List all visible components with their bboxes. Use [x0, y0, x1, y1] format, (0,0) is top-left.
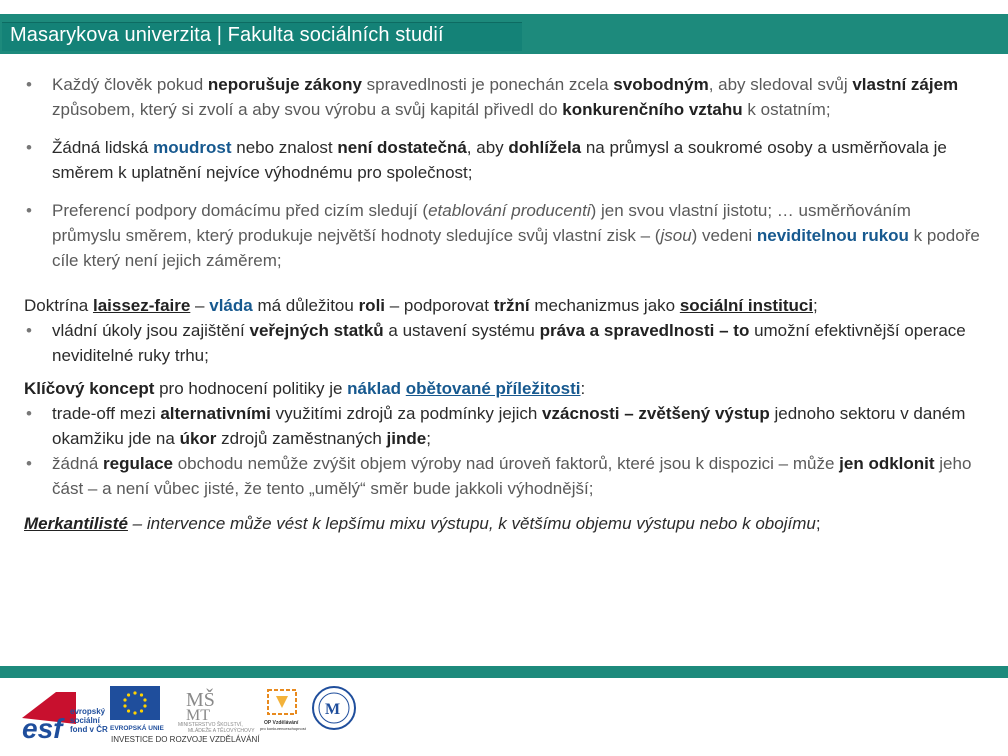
emphasis: Merkantilisté: [24, 514, 128, 533]
emphasis: veřejných statků: [249, 321, 384, 340]
emphasis-blue: neviditelnou rukou: [756, 226, 909, 245]
msmt-label: MLÁDEŽE A TĚLOVÝCHOVY: [188, 728, 255, 732]
emphasis: úkor: [179, 429, 217, 448]
esf-mark: esf: [22, 713, 63, 744]
text: Žádná lidská: [52, 138, 154, 157]
emphasis: svobodným: [613, 75, 709, 94]
bullet-item: [24, 198, 984, 273]
text: , aby: [466, 138, 509, 157]
emphasis-blue: vláda: [209, 296, 253, 315]
doctrine-line: [24, 293, 984, 318]
text: mechanizmus jako: [529, 296, 680, 315]
italic: jsou: [660, 226, 692, 245]
mu-mark: M: [325, 701, 341, 718]
emphasis-blue: obětované příležitosti: [405, 379, 581, 398]
text: – podporovat: [385, 296, 494, 315]
text: ) jen svou vlastní jistotu; … usměrňováním průmyslu směrem, který produkuje největší hodnoty sledujíce svůj vlastní zisk – (: [52, 201, 911, 245]
emphasis: dohlížela: [508, 138, 582, 157]
text: , aby sledoval svůj: [708, 75, 853, 94]
emphasis: roli: [358, 296, 386, 315]
text: k podoře cíle který není jejich záměrem;: [52, 226, 980, 270]
op-label: OP Vzdělávání: [264, 720, 299, 726]
investice-label: INVESTICE DO ROZVOJE VZDĚLÁVÁNÍ: [111, 735, 260, 744]
text: Preferencí podpory domácímu před cizím sledují (: [52, 201, 429, 220]
text: na průmysl a soukromé osoby a usměrňovala je směrem k uplatnění nejvíce výhodnému pro společnost;: [52, 138, 947, 182]
bullet-item: [24, 135, 984, 185]
text: ) vedeni: [691, 226, 757, 245]
text: a ustavení systému: [383, 321, 540, 340]
text: Doktrína: [24, 296, 93, 315]
text: spravedlnosti je ponechán zcela: [361, 75, 614, 94]
text: k ostatním;: [742, 100, 831, 119]
slide-content: [24, 72, 984, 536]
emphasis: vlastní zájem: [852, 75, 959, 94]
footer-bar: [0, 666, 1008, 678]
text: nebo znalost: [231, 138, 338, 157]
emphasis: konkurenčního vztahu: [562, 100, 743, 119]
text: ;: [815, 514, 821, 533]
text: vládní úkoly jsou zajištění: [52, 321, 250, 340]
msmt-label: MINISTERSTVO ŠKOLSTVÍ,: [178, 722, 243, 728]
italic: etablování producenti: [428, 201, 591, 220]
op-mark: [276, 696, 288, 708]
emphasis: tržní: [493, 296, 530, 315]
emphasis: neporušuje zákony: [207, 75, 362, 94]
emphasis: jinde: [386, 429, 427, 448]
text: zdrojů zaměstnaných: [216, 429, 387, 448]
msmt-mark: MT: [186, 707, 210, 724]
text: pro hodnocení politiky je: [154, 379, 348, 398]
text: umožní efektivnější operace neviditelné ruky trhu;: [52, 321, 966, 365]
op-label: pro konkurenceschopnost: [260, 726, 306, 731]
emphasis: není dostatečná: [337, 138, 467, 157]
mu-seal-logo: [310, 684, 358, 732]
emphasis: práva a spravedlnosti – to: [539, 321, 750, 340]
emphasis: regulace: [103, 454, 173, 473]
op-logo: [258, 684, 314, 734]
emphasis-blue: náklad: [347, 379, 406, 398]
esf-logo: [18, 684, 108, 744]
emphasis-blue: moudrost: [153, 138, 232, 157]
emphasis: jen odklonit: [839, 454, 935, 473]
bullet-item: [24, 401, 984, 451]
emphasis: laissez-faire: [92, 296, 191, 315]
page-title: Masarykova univerzita | Fakulta sociálních studií: [10, 24, 444, 46]
text: má důležitou: [252, 296, 359, 315]
emphasis: alternativními: [160, 404, 271, 423]
emphasis: Klíčový koncept: [24, 379, 155, 398]
esf-label: sociální: [70, 716, 100, 725]
eu-flag-logo: [110, 686, 172, 734]
text: obchodu nemůže zvýšit objem výroby nad úroveň faktorů, které jsou k dispozici – může: [172, 454, 840, 473]
emphasis: sociální instituci: [679, 296, 814, 315]
text: jeho část – a není vůbec jisté, že tento „umělý“ směr bude jakkoli výhodnější;: [52, 454, 972, 498]
bullet-item: [24, 72, 984, 122]
msmt-logo: [178, 684, 260, 732]
text: ;: [426, 429, 431, 448]
italic: – intervence může vést k lepšímu mixu výstupu, k většímu objemu výstupu nebo k obojímu: [127, 514, 816, 533]
text: žádná: [52, 454, 104, 473]
text: :: [580, 379, 586, 398]
text: ;: [813, 296, 818, 315]
text: –: [190, 296, 210, 315]
mercantilists-line: [24, 511, 984, 536]
concept-line: [24, 376, 984, 401]
msmt-mark: MŠ: [186, 689, 215, 711]
text: využitími zdrojů za podmínky jejich: [270, 404, 543, 423]
eu-label: EVROPSKÁ UNIE: [110, 725, 164, 732]
esf-label: fond v ČR: [70, 725, 108, 734]
bullet-item: [24, 318, 984, 368]
text: způsobem, který si zvolí a aby svou výrobu a svůj kapitál přivedl do: [52, 100, 563, 119]
esf-label: evropský: [70, 707, 106, 716]
emphasis: vzácnosti – zvětšený výstup: [542, 404, 770, 423]
footer-logos: [18, 684, 358, 750]
bullet-item: [24, 451, 984, 501]
text: trade-off mezi: [52, 404, 161, 423]
text: Každý člověk pokud: [52, 75, 208, 94]
text: jednoho sektoru v daném okamžiku jde na: [52, 404, 966, 448]
